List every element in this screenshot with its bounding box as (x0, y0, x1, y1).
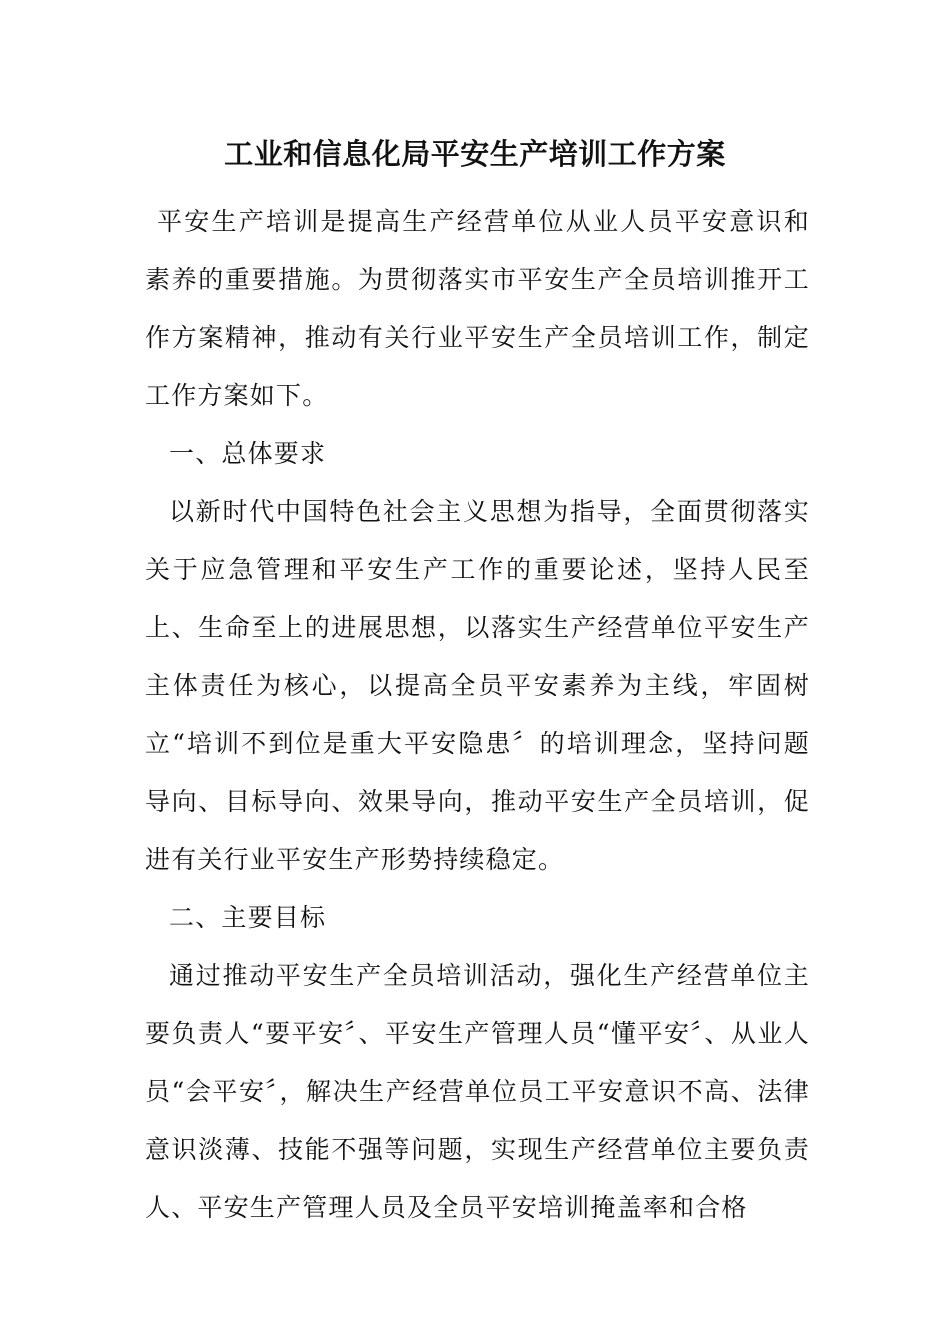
document-title: 工业和信息化局平安生产培训工作方案 (224, 137, 726, 171)
paragraph-main-goals: 通过推动平安生产全员培训活动，强化生产经营单位主要负责人“要平安〞、平安生产管理人员“懂平安〞、从业人员“会平安〞，解决生产经营单位员工平安意识不高、法律意识淡薄、技能不强等问题，实现生产经营单位主要负责人、平安生产管理人员及全员平安培训掩盖率和合格 (145, 961, 810, 1222)
paragraph-overall-requirements: 以新时代中国特色社会主义思想为指导，全面贯彻落实关于应急管理和平安生产工作的重要论述，坚持人民至上、生命至上的进展思想，以落实生产经营单位平安生产主体责任为核心，以提高全员平安素养为主线，牢固树立“培训不到位是重大平安隐患〞的培训理念，坚持问题导向、目标导向、效果导向，推动平安生产全员培训，促进有关行业平安生产形势持续稳定。 (145, 497, 810, 874)
document-body (145, 193, 810, 1237)
section-heading-main-goals: 二、主要目标 (169, 903, 327, 932)
section-heading-overall-requirements: 一、总体要求 (169, 439, 327, 468)
paragraph-intro: 平安生产培训是提高生产经营单位从业人员平安意识和素养的重要措施。为贯彻落实市平安生产全员培训推开工作方案精神，推动有关行业平安生产全员培训工作，制定工作方案如下。 (145, 207, 810, 410)
